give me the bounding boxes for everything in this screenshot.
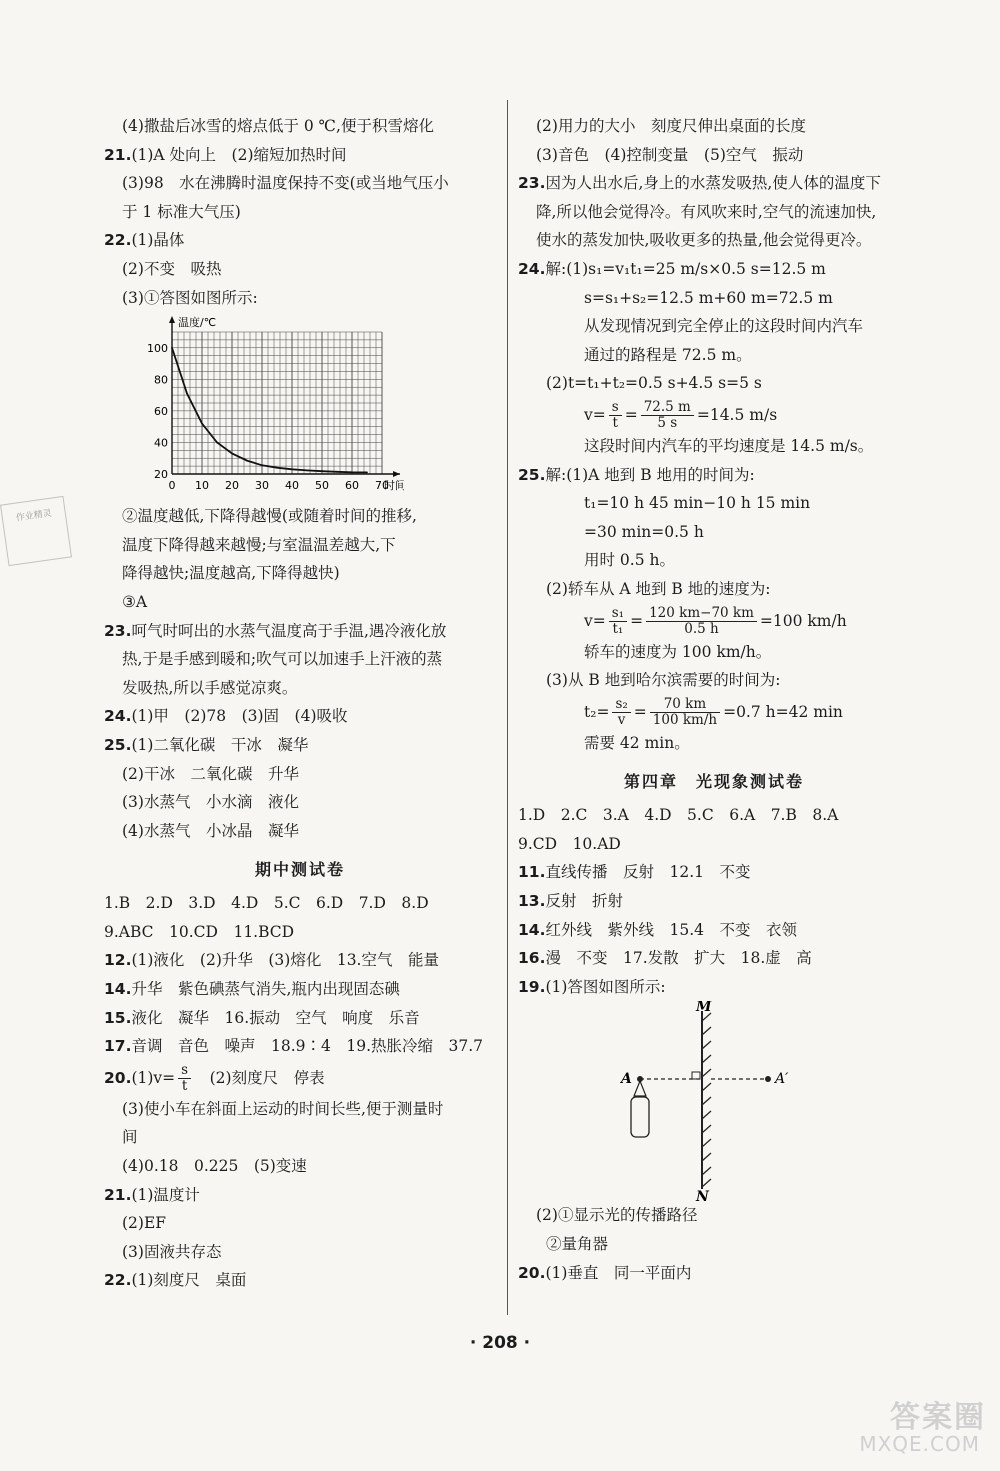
fraction (178, 1063, 191, 1094)
answer-text: (3)使小车在斜面上运动的时间长些,便于测量时 (122, 1099, 444, 1118)
data-point (276, 467, 278, 469)
y-tick-label: 40 (154, 436, 168, 450)
answer-line (104, 731, 496, 760)
answer-text: 间 (122, 1128, 138, 1147)
answer-text: 轿车的速度为 100 km/h。 (584, 642, 772, 661)
data-point (231, 453, 233, 455)
answer-line (518, 973, 910, 1002)
eq-post: =0.7 h=42 min (723, 702, 843, 721)
answer-line (518, 141, 910, 170)
answer-text: 因为人出水后,身上的水蒸发吸热,使人体的温度下 (545, 174, 881, 193)
eq-post: =100 km/h (759, 611, 847, 630)
answer-line (104, 226, 496, 255)
fraction-numerator: 120 km−70 km (646, 606, 757, 622)
data-point (291, 469, 293, 471)
point-a-prime (765, 1076, 771, 1082)
fraction (609, 400, 622, 431)
answer-text: (1)甲 (2)78 (3)固 (4)吸收 (131, 707, 348, 726)
x-tick-label: 70 (375, 479, 389, 493)
y-tick-label: 100 (147, 341, 168, 355)
answer-line (518, 432, 910, 461)
right-column (518, 112, 910, 1287)
answer-line (104, 559, 496, 588)
answer-block-5 (518, 112, 910, 398)
fraction-numerator: 70 km (650, 697, 720, 713)
answer-line (104, 284, 496, 313)
fraction-numerator: s (609, 400, 622, 416)
answer-text: (1)A 处向上 (2)缩短加热时间 (131, 145, 347, 164)
answer-text: ②温度越低,下降得越慢(或随着时间的推移, (122, 507, 417, 526)
x-tick-label: 50 (315, 479, 329, 493)
answer-text: (3)98 水在沸腾时温度保持不变(或当地气压小 (122, 174, 449, 193)
answer-line (104, 255, 496, 284)
answer-line (518, 887, 910, 916)
fraction-numerator: s₁ (609, 606, 627, 622)
answer-text: (3)①答图如图所示: (122, 288, 258, 307)
answer-line (104, 702, 496, 731)
answer-text: 用时 0.5 h。 (584, 551, 675, 570)
fraction-numerator: s (178, 1063, 191, 1079)
mirror-hatching (702, 1013, 711, 1187)
question-number: 23. (518, 174, 546, 193)
answer-text: 于 1 标准大气压) (122, 202, 241, 221)
answer-text: (2)轿车从 A 地到 B 地的速度为: (546, 579, 771, 598)
answer-block-3 (104, 889, 496, 1061)
question-number: 21. (104, 145, 132, 164)
page-number: · 208 · (469, 1333, 531, 1353)
watermark-site: MXQE.COM (859, 1432, 980, 1456)
x-tick-label: 40 (285, 479, 299, 493)
answer-line (518, 638, 910, 667)
fraction (609, 606, 627, 637)
answer-line (518, 729, 910, 758)
fraction-denominator: t (181, 1078, 188, 1095)
answer-text: 反射 折射 (545, 892, 623, 911)
equation-t2 (518, 695, 910, 729)
answer-text: (1)二氧化碳 干冰 凝华 (131, 735, 309, 754)
answer-line (104, 817, 496, 846)
answer-text: (1)垂直 同一平面内 (545, 1263, 692, 1282)
answer-text: (2)不变 吸热 (122, 259, 222, 278)
answer-line (104, 645, 496, 674)
answer-line (518, 369, 910, 398)
equation-v2 (518, 604, 910, 638)
x-tick-label: 60 (345, 479, 359, 493)
answer-line (518, 916, 910, 945)
answer-line (104, 674, 496, 703)
answer-line (104, 502, 496, 531)
label-a-prime: A′ (775, 1071, 789, 1088)
answer-text: 需要 42 min。 (584, 733, 690, 752)
data-point (321, 470, 323, 472)
question-number: 25. (518, 465, 546, 484)
answer-text: 9.CD 10.AD (518, 834, 621, 853)
question-number: 22. (104, 231, 132, 250)
answer-block-6 (518, 432, 910, 604)
answer-line (104, 141, 496, 170)
plane-mirror-diagram (518, 1001, 910, 1201)
data-point (366, 472, 368, 474)
fraction-denominator: t (612, 415, 618, 432)
temperature-chart-wrapper (104, 312, 496, 502)
answer-text: (3)水蒸气 小水滴 液化 (122, 793, 299, 812)
answer-text: 降,所以他会觉得冷。有风吹来时,空气的流速加快, (536, 202, 877, 221)
answer-text: (1)液化 (2)升华 (3)熔化 13.空气 能量 (131, 951, 439, 970)
answer-line (104, 1152, 496, 1181)
data-point (201, 423, 203, 425)
equation-v1 (518, 398, 910, 432)
data-point (186, 393, 188, 395)
eq-mid: = (630, 611, 644, 630)
fraction-denominator: v (617, 712, 626, 729)
fraction-denominator: 100 km/h (652, 712, 718, 729)
chapter4-title: 第四章 光现象测试卷 (623, 772, 804, 792)
page-number-value: 208 (482, 1333, 518, 1353)
answer-text: 这段时间内汽车的平均速度是 14.5 m/s。 (584, 436, 874, 455)
answer-line (518, 1259, 910, 1288)
answer-text: (4)水蒸气 小冰晶 凝华 (122, 821, 299, 840)
y-tick-label: 60 (154, 405, 168, 419)
data-point (336, 471, 338, 473)
answer-text: (2)用力的大小 刻度尺伸出桌面的长度 (536, 117, 806, 135)
y-tick-label: 80 (154, 373, 168, 387)
answer-line (104, 1004, 496, 1033)
answer-text: 解:(1)s₁=v₁t₁=25 m/s×0.5 s=12.5 m (545, 259, 826, 278)
answer-line (518, 830, 910, 859)
question-number: 14. (104, 980, 132, 999)
x-tick-label: 0 (168, 479, 176, 493)
answer-line (518, 169, 910, 198)
question-number: 17. (104, 1037, 132, 1056)
candle-body (631, 1097, 649, 1137)
question-number: 16. (518, 949, 546, 968)
answer-block-1 (104, 112, 496, 312)
series-line (172, 348, 367, 473)
answer-text: (3)音色 (4)控制变量 (5)空气 振动 (536, 145, 804, 164)
answer-text: t₁=10 h 45 min−10 h 15 min (584, 494, 811, 513)
answer-text: =30 min=0.5 h (584, 522, 704, 541)
answer-line (104, 946, 496, 975)
answer-line (104, 788, 496, 817)
eq-pre: v= (584, 611, 606, 630)
answer-block-8 (518, 729, 910, 758)
fraction-numerator: s₂ (612, 697, 630, 713)
answer-block-9 (518, 801, 910, 1001)
eq-mid: = (633, 702, 647, 721)
label-a: A (621, 1071, 632, 1088)
answer-text: 升华 紫色碘蒸气消失,瓶内出现固态碘 (131, 980, 400, 999)
midterm-title: 期中测试卷 (254, 860, 345, 880)
answer-block-10 (518, 1201, 910, 1287)
x-axis-arrow (393, 471, 400, 477)
fraction-numerator: 72.5 m (641, 400, 694, 416)
x-tick-label: 20 (225, 479, 239, 493)
answer-text: (4)0.18 0.225 (5)变速 (122, 1157, 307, 1176)
answer-line (104, 1181, 496, 1210)
answer-line (518, 1201, 910, 1230)
question-number: 25. (104, 735, 132, 754)
y-tick-label: 20 (154, 468, 168, 482)
answer-text: 音调 音色 噪声 18.9∶4 19.热胀冷缩 37.7 (131, 1037, 484, 1056)
answer-text: 使水的蒸发加快,吸收更多的热量,他会觉得更冷。 (536, 231, 872, 250)
fraction (650, 697, 720, 728)
answer-text: (1)温度计 (131, 1185, 200, 1204)
eq-pre: t₂= (584, 702, 610, 721)
answer-line (104, 1123, 496, 1152)
answer-line (518, 858, 910, 887)
answer-text: 1.D 2.C 3.A 4.D 5.C 6.A 7.B 8.A (518, 806, 839, 825)
answer-text: (1)刻度尺 桌面 (131, 1271, 247, 1290)
answer-text: 通过的路程是 72.5 m。 (584, 345, 752, 364)
answer-line (104, 1266, 496, 1295)
answer-text: (3)从 B 地到哈尔滨需要的时间为: (546, 671, 781, 690)
answer-block-4 (104, 1095, 496, 1295)
answer-line (104, 1032, 496, 1061)
y-axis-arrow (169, 316, 175, 323)
fraction (641, 400, 694, 431)
x-tick-label: 10 (195, 479, 209, 493)
answer-text: 呵气时呵出的水蒸气温度高于手温,遇冷液化放 (131, 621, 447, 640)
answer-text: (4)撒盐后冰雪的熔点低于 0 ℃,便于积雪熔化 (122, 117, 434, 135)
answer-line (104, 889, 496, 918)
data-point (351, 472, 353, 474)
question-number: 23. (104, 621, 132, 640)
answer-line (518, 546, 910, 575)
answer-text: (1)答图如图所示: (545, 977, 666, 996)
candle-flame (634, 1081, 646, 1096)
answer-text: 温度下降得越来越慢;与室温温差越大,下 (122, 535, 396, 554)
answer-line (518, 312, 910, 341)
answer-text: 9.ABC 10.CD 11.BCD (104, 922, 295, 941)
answer-line (104, 1095, 496, 1124)
answer-line (518, 518, 910, 547)
answer-line (104, 198, 496, 227)
answer-line (104, 112, 496, 141)
answer-text: 发吸热,所以手感觉凉爽。 (122, 678, 298, 697)
question-number: 11. (518, 863, 546, 882)
question-number: 21. (104, 1185, 132, 1204)
answer-line (104, 617, 496, 646)
q20-post: (2)刻度尺 停表 (194, 1068, 325, 1087)
answer-text: (1)晶体 (131, 231, 185, 250)
stamp-mark: 作业精灵 (0, 496, 72, 566)
x-tick-label: 30 (255, 479, 269, 493)
answer-q20 (104, 1061, 496, 1095)
answer-text: ③A (122, 592, 148, 611)
mirror-figure-wrapper (518, 1001, 910, 1201)
answer-text: 液化 凝华 16.振动 空气 响度 乐音 (131, 1008, 420, 1027)
left-column (104, 112, 496, 1295)
answer-text: (2)t=t₁+t₂=0.5 s+4.5 s=5 s (546, 374, 762, 393)
question-number: 13. (518, 892, 546, 911)
question-number: 20. (518, 1263, 546, 1282)
answer-text: 直线传播 反射 12.1 不变 (545, 863, 751, 882)
answer-text: 漫 不变 17.发散 扩大 18.虚 高 (545, 949, 812, 968)
question-number: 22. (104, 1271, 132, 1290)
data-point (261, 465, 263, 467)
fraction (646, 606, 757, 637)
answer-line (104, 588, 496, 617)
answer-line (518, 489, 910, 518)
answer-line (104, 169, 496, 198)
question-number: 15. (104, 1008, 132, 1027)
answer-line (104, 531, 496, 560)
answer-line (518, 575, 910, 604)
data-point (246, 460, 248, 462)
fraction (612, 697, 630, 728)
answer-line (518, 255, 910, 284)
answer-block-2 (104, 502, 496, 845)
x-axis-label: 时间 (384, 479, 404, 493)
label-n: N (696, 1189, 709, 1202)
answer-text: 1.B 2.D 3.D 4.D 5.C 6.D 7.D 8.D (104, 894, 429, 913)
question-number: 24. (104, 707, 132, 726)
question-number: 12. (104, 951, 132, 970)
question-number: 20. (104, 1068, 132, 1087)
eq-post: =14.5 m/s (696, 405, 778, 424)
answer-line (104, 760, 496, 789)
answer-text: (3)固液共存态 (122, 1242, 222, 1261)
answer-line (518, 801, 910, 830)
eq-pre: v= (584, 405, 606, 424)
y-axis-label: 温度/℃ (178, 316, 217, 330)
question-number: 14. (518, 920, 546, 939)
fraction-denominator: 5 s (657, 415, 678, 432)
answer-text: 解:(1)A 地到 B 地用的时间为: (545, 465, 755, 484)
right-angle-mark (692, 1072, 700, 1079)
answer-line (518, 1230, 910, 1259)
answer-text: 降得越快;温度越高,下降得越快) (122, 564, 340, 583)
answer-line (518, 198, 910, 227)
watermark-logo: 答案圈 (890, 1400, 986, 1435)
fraction-denominator: t₁ (612, 621, 624, 637)
answer-line (518, 944, 910, 973)
cooling-curve-chart (104, 312, 404, 502)
answer-line (104, 918, 496, 947)
answer-text: (2)①显示光的传播路径 (536, 1206, 698, 1225)
answer-text: (2)干冰 二氧化碳 升华 (122, 764, 299, 783)
answer-line (104, 975, 496, 1004)
answer-line (518, 341, 910, 370)
answer-line (518, 461, 910, 490)
answer-line (104, 1238, 496, 1267)
answer-text: s=s₁+s₂=12.5 m+60 m=72.5 m (584, 288, 833, 307)
answer-line (104, 1209, 496, 1238)
q20-pre: (1)v= (131, 1068, 176, 1087)
answer-text: ②量角器 (546, 1235, 609, 1254)
answer-text: 红外线 紫外线 15.4 不变 衣领 (545, 920, 797, 939)
answer-line (518, 666, 910, 695)
fraction-denominator: 0.5 h (684, 621, 719, 637)
data-point (306, 470, 308, 472)
column-divider (507, 100, 508, 1315)
answer-text: (2)EF (122, 1214, 167, 1233)
eq-mid: = (624, 405, 638, 424)
answer-line (518, 112, 910, 141)
question-number: 24. (518, 259, 546, 278)
label-m: M (696, 1001, 712, 1016)
answer-text: 从发现情况到完全停止的这段时间内汽车 (584, 317, 864, 336)
question-number: 19. (518, 977, 546, 996)
data-point (171, 347, 173, 349)
answer-line (518, 284, 910, 313)
answer-text: 热,于是手感到暖和;吹气可以加速手上汗液的蒸 (122, 650, 443, 669)
data-point (216, 442, 218, 444)
answer-line (518, 226, 910, 255)
answer-block-7 (518, 638, 910, 695)
